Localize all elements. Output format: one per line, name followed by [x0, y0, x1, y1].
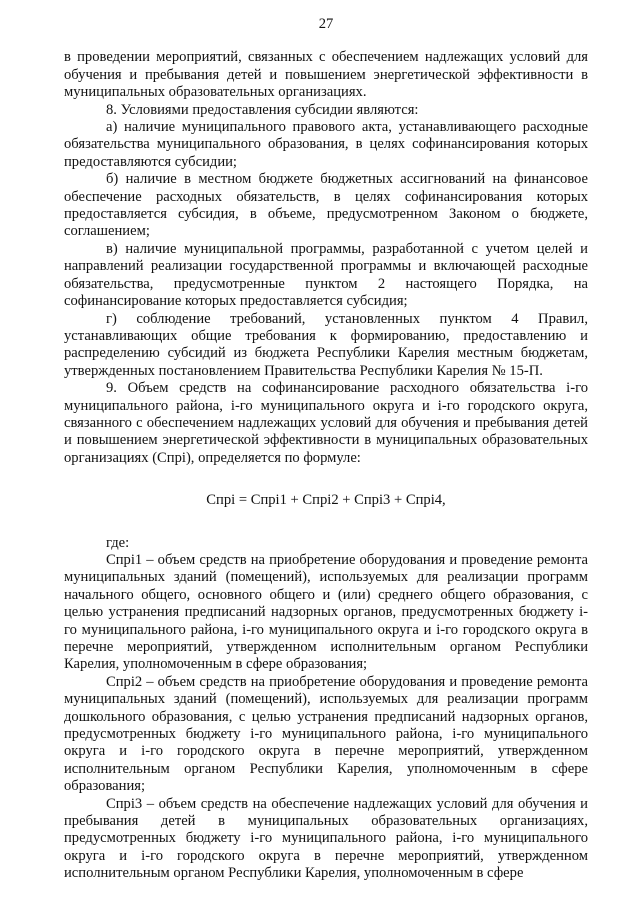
definition-spri3: Cпрi3 – объем средств на обеспечение надлежащих условий для обучения и пребывания детей в муниципальных образовательных организациях, предусмотренных бюджету i-го муниципального района, i-го муниципального округа и i-го городского округа в перечне мероприятий, утвержденном исполнительным органом Республики Карелия, уполномоченным в сфере [64, 795, 588, 882]
page-number: 27 [318, 16, 334, 32]
clause-8-item-g: г) соблюдение требований, установленных пунктом 4 Правил, устанавливающих общие требования к формированию, предоставлению и распределению субсидий из бюджета Республики Карелия местным бюджетам, утвержденных постановлением Правительства Республики Карелия № 15-П. [64, 310, 588, 379]
clause-8-heading: 8. Условиями предоставления субсидии являются: [106, 101, 419, 118]
clause-8-item-b: б) наличие в местном бюджете бюджетных ассигнований на финансовое обеспечение расходных обязательств, в целях софинансирования которых предоставляется субсидия, в объеме, предусмотренном Законом о бюджете, соглашением; [64, 171, 588, 240]
definition-spri2: Cпрi2 – объем средств на приобретение оборудования и проведение ремонта муниципальных зданий (помещений), используемых для реализации программ дошкольного образования, с целью устранения предписаний надзорных органов, предусмотренных бюджету i-го муниципального района, i-го муниципального округа и i-го городского округа в перечне мероприятий, утвержденном исполнительным органом Республики Карелия, уполномоченным в сфере образования; [64, 673, 588, 795]
where-label: где: [106, 534, 130, 551]
paragraph-continuation: в проведении мероприятий, связанных с обеспечением надлежащих условий для обучения и пребывания детей и повышением энергетической эффективности в муниципальных образовательных организациях. [64, 49, 588, 101]
clause-8-item-a: а) наличие муниципального правового акта, устанавливающего расходные обязательства муниципального образования, в целях софинансирования которых предоставляются субсидии; [64, 119, 588, 170]
formula: Cпрi = Cпрi1 + Cпрi2 + Cпрi3 + Cпрi4, [206, 492, 446, 509]
clause-8-item-v: в) наличие муниципальной программы, разработанной с учетом целей и направлений реализации государственной программы и включающей расходные обязательства, предусмотренные пунктом 2 настоящего Порядка, на софинансирование которых предоставляется субсидия; [64, 240, 588, 310]
definition-spri1: Cпрi1 – объем средств на приобретение оборудования и проведение ремонта муниципальных зданий (помещений), используемых для реализации программ начального общего, основного общего и (или) среднего общего образования, с целью устранения предписаний надзорных органов, предусмотренных бюджету i-го муниципального района, i-го муниципального округа и i-го городского округа в перечне мероприятий, утвержденном исполнительным органом Республики Карелия, уполномоченным в сфере образования; [64, 551, 588, 673]
clause-9: 9. Объем средств на софинансирование расходного обязательства i-го муниципального района, i-го муниципального округа и i-го городского округа, связанного с обеспечением надлежащих условий для обучения и пребывания детей и повышением энергетической эффективности в муниципальных образовательных организациях (Cпрi), определяется по формуле: [64, 380, 588, 466]
